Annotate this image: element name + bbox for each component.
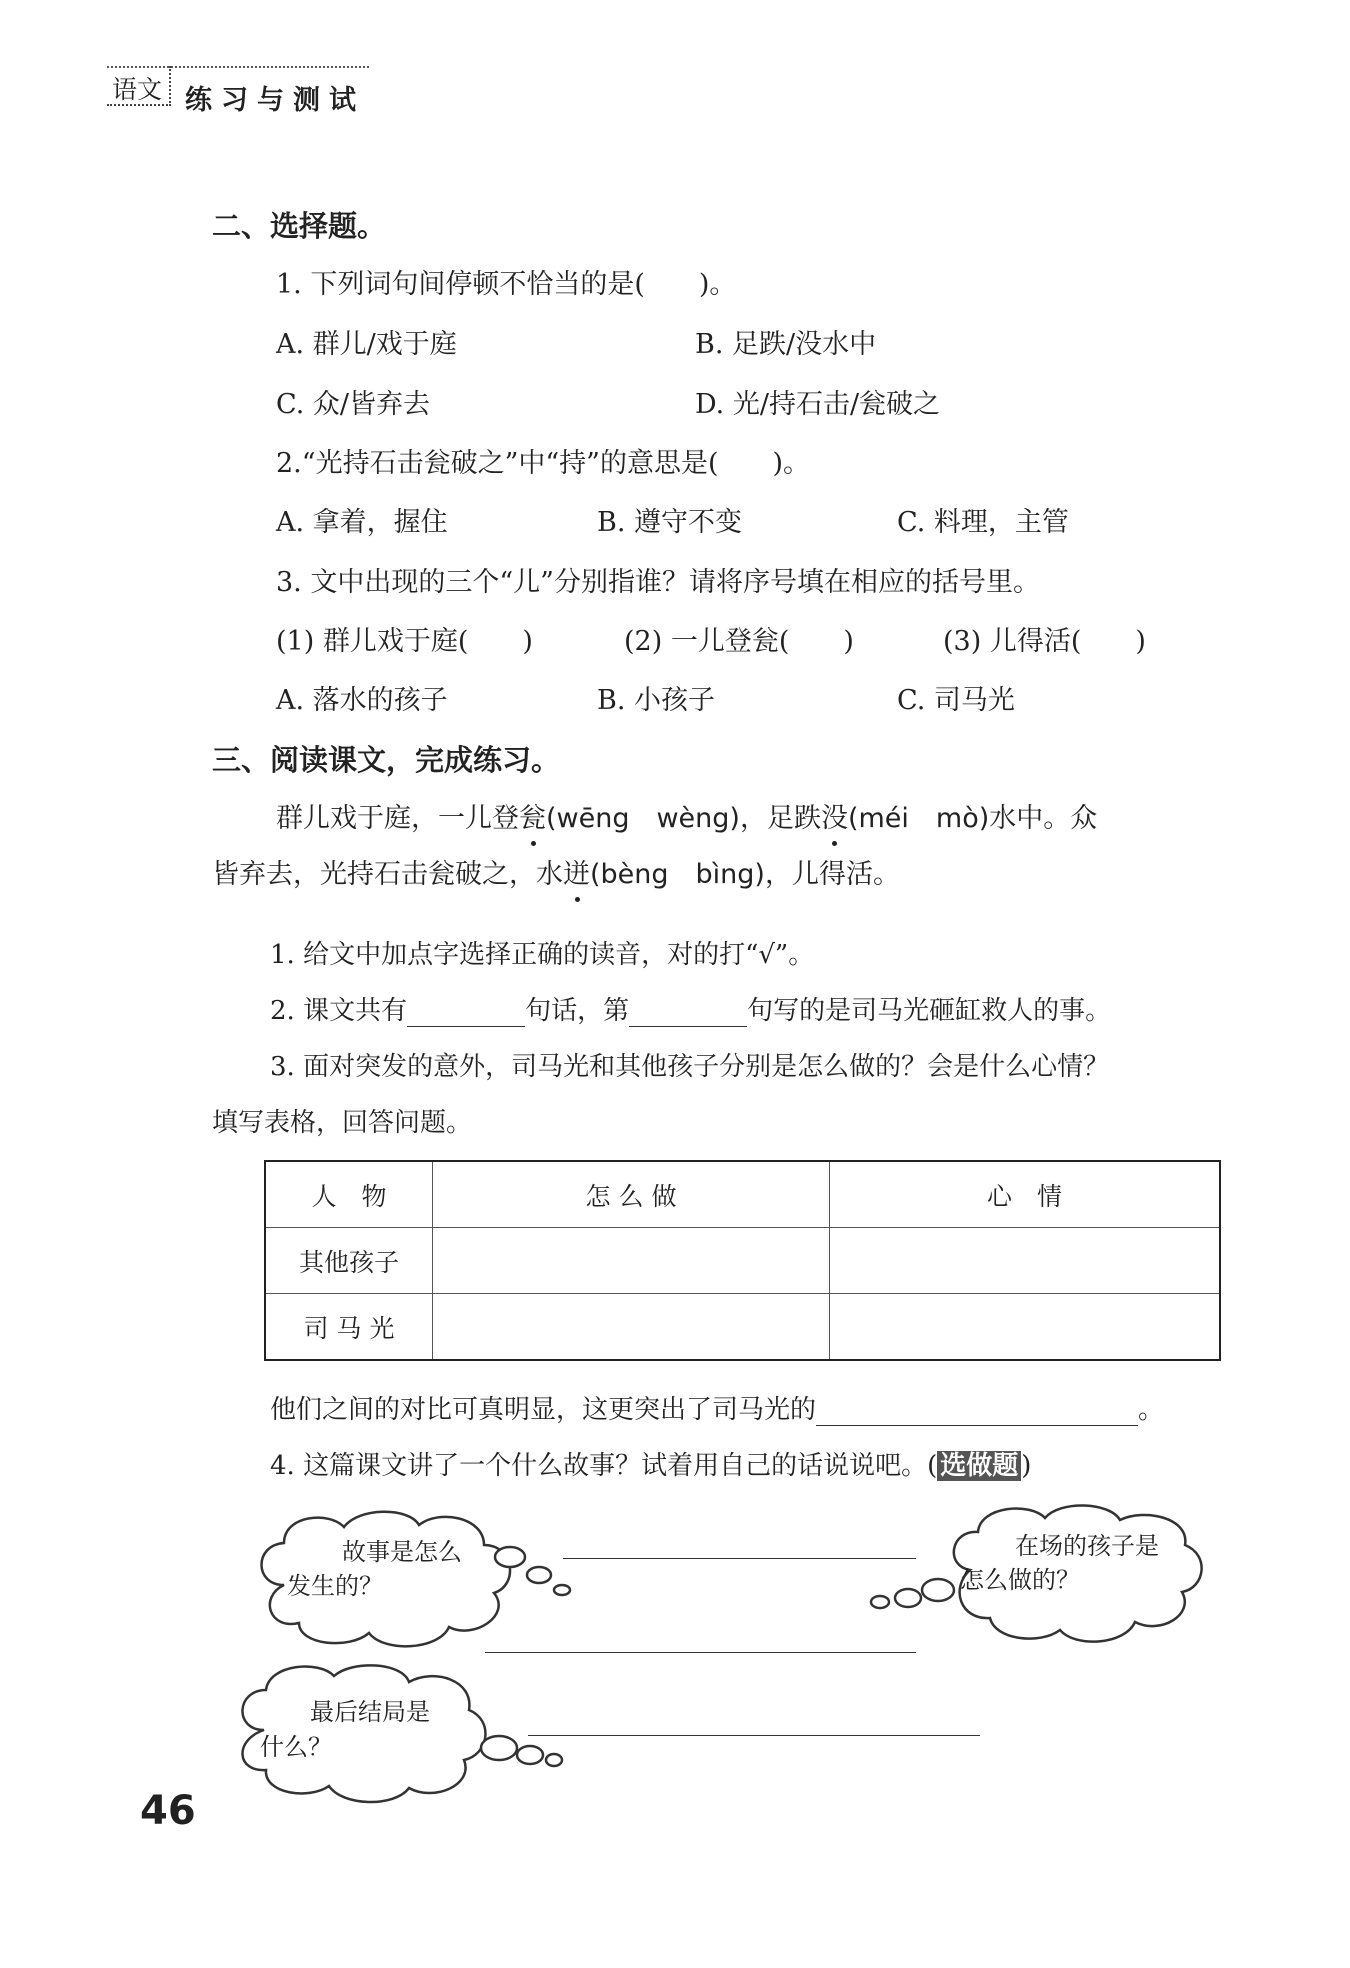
page-number: 46 bbox=[140, 1788, 196, 1834]
pinyin-choice: (wēng wèng)，足跌 bbox=[546, 803, 821, 834]
answer-line-2[interactable] bbox=[485, 1652, 916, 1653]
cloud-2-line2: 怎么做的？ bbox=[960, 1566, 1080, 1594]
table-row bbox=[265, 1228, 1220, 1294]
answer-table bbox=[264, 1160, 1221, 1361]
table-answer-cell[interactable] bbox=[433, 1294, 830, 1361]
table-row-label: 司 马 光 bbox=[265, 1294, 433, 1361]
contrast-end: 。 bbox=[1138, 1395, 1165, 1425]
cloud-1-line2: 发生的？ bbox=[287, 1572, 383, 1600]
dotted-char: 没 bbox=[820, 803, 848, 834]
optional-badge: 选做题 bbox=[937, 1451, 1021, 1481]
q3-option-a: A. 落水的孩子 bbox=[276, 685, 448, 716]
answer-line-3[interactable] bbox=[528, 1735, 980, 1736]
passage-text: 群儿戏于庭，一儿登 bbox=[276, 803, 519, 834]
cloud-3-line1: 最后结局是 bbox=[310, 1698, 430, 1726]
s3-q2-text-b: 句话，第 bbox=[525, 996, 630, 1026]
table-answer-cell[interactable] bbox=[433, 1228, 830, 1294]
s3-q4-text: 4. 这篇课文讲了一个什么故事？试着用自己的话说说吧。( bbox=[270, 1451, 938, 1481]
q2-option-a: A. 拿着，握住 bbox=[276, 507, 448, 538]
table-answer-cell[interactable] bbox=[830, 1228, 1221, 1294]
q3-item-1: (1) 群儿戏于庭( ) bbox=[276, 626, 533, 657]
q1-option-a: A. 群儿/戏于庭 bbox=[276, 329, 457, 360]
dotted-char: 迸 bbox=[563, 859, 590, 890]
passage-line-1 bbox=[276, 796, 1097, 835]
q3-option-b: B. 小孩子 bbox=[597, 685, 716, 716]
table-answer-cell[interactable] bbox=[830, 1294, 1221, 1361]
q1-option-d: D. 光/持石击/瓮破之 bbox=[695, 389, 941, 420]
q3-item-3: (3) 儿得活( ) bbox=[943, 626, 1146, 657]
s3-q2 bbox=[270, 990, 1111, 1027]
passage-line-2 bbox=[212, 852, 900, 891]
pinyin-choice: (bèng bìng)，儿得活。 bbox=[590, 859, 900, 890]
s3-q3-line1: 3. 面对突发的意外，司马光和其他孩子分别是怎么做的？会是什么心情？ bbox=[270, 1052, 1110, 1082]
pinyin-choice: (méi mò)水中。众 bbox=[847, 803, 1098, 834]
table-header-cell: 怎 么 做 bbox=[433, 1161, 830, 1228]
book-title: 练习与测试 bbox=[185, 85, 365, 116]
section2-title: 二、选择题。 bbox=[212, 209, 387, 243]
q1-option-c: C. 众/皆弃去 bbox=[276, 389, 430, 420]
q1-stem: 1. 下列词句间停顿不恰当的是( )。 bbox=[276, 269, 737, 300]
cloud-3-line2: 什么？ bbox=[260, 1733, 332, 1761]
blank-sentence-count[interactable] bbox=[407, 998, 525, 1027]
table-row-label: 其他孩子 bbox=[265, 1228, 433, 1294]
s3-q3-line2: 填写表格，回答问题。 bbox=[212, 1108, 473, 1138]
s3-q2-text-a: 2. 课文共有 bbox=[270, 996, 408, 1026]
s3-q1: 1. 给文中加点字选择正确的读音，对的打“√”。 bbox=[270, 940, 815, 970]
table-header-row bbox=[265, 1161, 1220, 1228]
cloud-2-line1: 在场的孩子是 bbox=[1015, 1532, 1159, 1560]
cloud-1-line1: 故事是怎么 bbox=[342, 1538, 462, 1566]
dotted-char: 瓮 bbox=[519, 803, 546, 834]
q2-option-c: C. 料理，主管 bbox=[897, 507, 1069, 538]
s3-q4 bbox=[270, 1445, 1031, 1482]
table-header-cell: 人 物 bbox=[265, 1161, 433, 1228]
q3-stem: 3. 文中出现的三个“儿”分别指谁？请将序号填在相应的括号里。 bbox=[276, 567, 1040, 598]
q2-stem: 2.“光持石击瓮破之”中“持”的意思是( )。 bbox=[276, 448, 811, 479]
table-row bbox=[265, 1294, 1220, 1361]
q2-option-b: B. 遵守不变 bbox=[597, 507, 743, 538]
passage-text: 皆弃去，光持石击瓮破之，水 bbox=[212, 859, 563, 890]
section3-title: 三、阅读课文，完成练习。 bbox=[212, 743, 561, 777]
q1-option-b: B. 足跌/没水中 bbox=[695, 329, 877, 360]
q3-item-2: (2) 一儿登瓮( ) bbox=[624, 626, 854, 657]
s3-q2-text-c: 句写的是司马光砸缸救人的事。 bbox=[747, 996, 1112, 1026]
contrast-text: 他们之间的对比可真明显，这更突出了司马光的 bbox=[270, 1395, 817, 1425]
q3-option-c: C. 司马光 bbox=[897, 685, 1015, 716]
table-header-cell: 心 情 bbox=[830, 1161, 1221, 1228]
contrast-line bbox=[270, 1389, 1164, 1426]
s3-q4-end: ) bbox=[1021, 1451, 1032, 1481]
blank-sentence-number[interactable] bbox=[629, 998, 747, 1027]
subject-label: 语文 bbox=[112, 75, 163, 104]
blank-contrast[interactable] bbox=[816, 1397, 1138, 1426]
